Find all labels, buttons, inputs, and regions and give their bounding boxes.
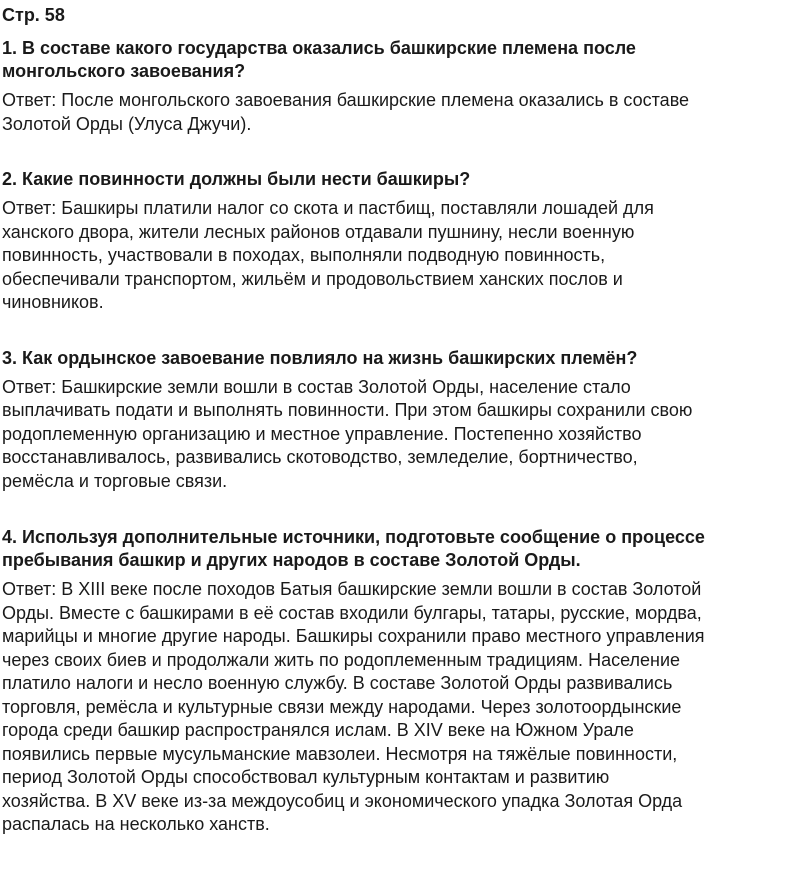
qa-item-2 xyxy=(2,168,800,315)
answer-4: Ответ: В XIII веке после походов Батыя башкирские земли вошли в состав Золотой Орды. Вместе с башкирами в её состав входили булгары, татары, русские, мордва, марийцы и многие другие народы. Башкиры сохранили право местного управления через своих биев и продолжали жить по родоплеменным традициям. Население платило налоги и несло военную службу. В составе Золотой Орды развивались торговля, ремёсла и культурные связи между народами. Через золотоордынские города среди башкир распространялся ислам. В XIV веке на Южном Урале появились первые мусульманские мавзолеи. Несмотря на тяжёлые повинности, период Золотой Орды способствовал культурным контактам и развитию хозяйства. В XV веке из-за междоусобиц и экономического упадка Золотая Орда распалась на несколько ханств. xyxy=(2,579,705,834)
question-3: 3. Как ордынское завоевание повлияло на жизнь башкирских племён? xyxy=(2,347,638,368)
qa-item-3 xyxy=(2,347,800,494)
answer-3: Ответ: Башкирские земли вошли в состав Золотой Орды, население стало выплачивать подати и выполнять повинности. При этом башкиры сохранили свою родоплеменную организацию и местное управление. Постепенно хозяйство восстанавливалось, развивались скотоводство, земледелие, бортничество, ремёсла и торговые связи. xyxy=(2,376,693,491)
question-4: 4. Используя дополнительные источники, подготовьте сообщение о процессе пребывания башкир и других народов в составе Золотой Орды. xyxy=(2,527,705,570)
question-1: 1. В составе какого государства оказались башкирские племена после монгольского завоевания? xyxy=(2,38,636,81)
qa-item-1 xyxy=(2,37,800,136)
qa-item-4 xyxy=(2,526,800,837)
answer-2: Ответ: Башкиры платили налог со скота и пастбищ, поставляли лошадей для ханского двора, жители лесных районов отдавали пушнину, несли военную повинность, участвовали в походах, выполняли подводную повинность, обеспечивали транспортом, жильём и продовольствием ханских послов и чиновников. xyxy=(2,198,654,312)
page-number-label: Стр. 58 xyxy=(2,5,65,25)
answer-1: Ответ: После монгольского завоевания башкирские племена оказались в составе Золотой Орды (Улуса Джучи). xyxy=(2,90,690,134)
question-2: 2. Какие повинности должны были нести башкиры? xyxy=(2,169,471,189)
